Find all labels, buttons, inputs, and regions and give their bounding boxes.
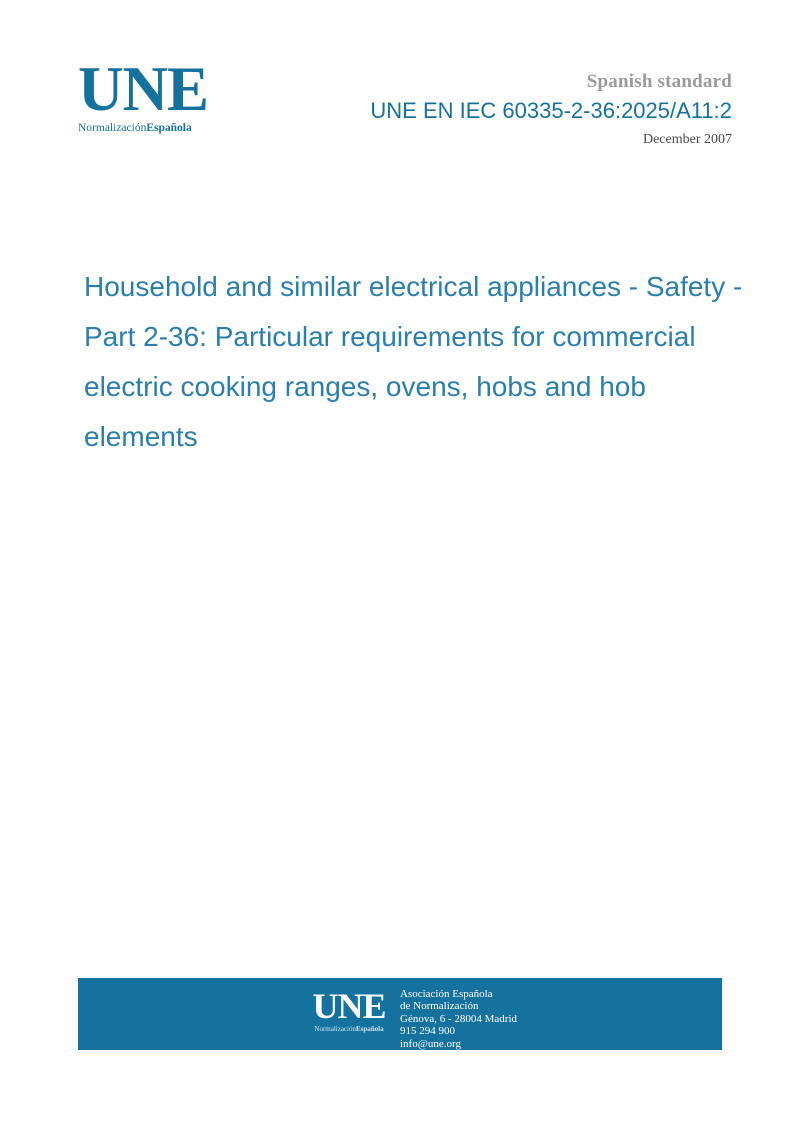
footer-address-line: Génova, 6 - 28004 Madrid	[400, 1012, 518, 1025]
une-logo-wordmark: UNE	[78, 54, 209, 124]
footer-email[interactable]: info@une.org	[400, 1037, 461, 1050]
page-footer	[78, 978, 722, 1063]
footer-une-logo-tagline-bold: Española	[355, 1025, 384, 1033]
footer-une-logo-wordmark: UNE	[312, 986, 386, 1026]
footer-address-line: Asociación Española	[400, 988, 493, 1000]
page-header	[0, 54, 800, 168]
standard-date: December 2007	[642, 132, 732, 147]
footer-address-line: de Normalización	[400, 1000, 479, 1013]
footer-website[interactable]: www.une.org	[400, 1050, 459, 1063]
page-title: Household and similar electrical appliances - Safety - Part 2-36: Particular requirements for commercial electric cooking ranges, ovens, hobs and hob elements	[84, 271, 743, 452]
footer-une-logo-tagline	[284, 1025, 414, 1033]
standard-kind: Spanish standard	[586, 71, 732, 92]
footer-address	[400, 988, 517, 1062]
une-logo-tagline-normal: Normalización	[78, 122, 147, 134]
une-logo-tagline-bold: Española	[146, 122, 192, 134]
standard-code: UNE EN IEC 60335-2-36:2025/A11:2	[370, 98, 732, 123]
footer-une-logo	[284, 988, 414, 1033]
footer-phone: 915 294 900	[400, 1025, 455, 1038]
standard-info	[132, 70, 732, 150]
footer-une-logo-tagline-normal: Normalización	[314, 1025, 356, 1033]
